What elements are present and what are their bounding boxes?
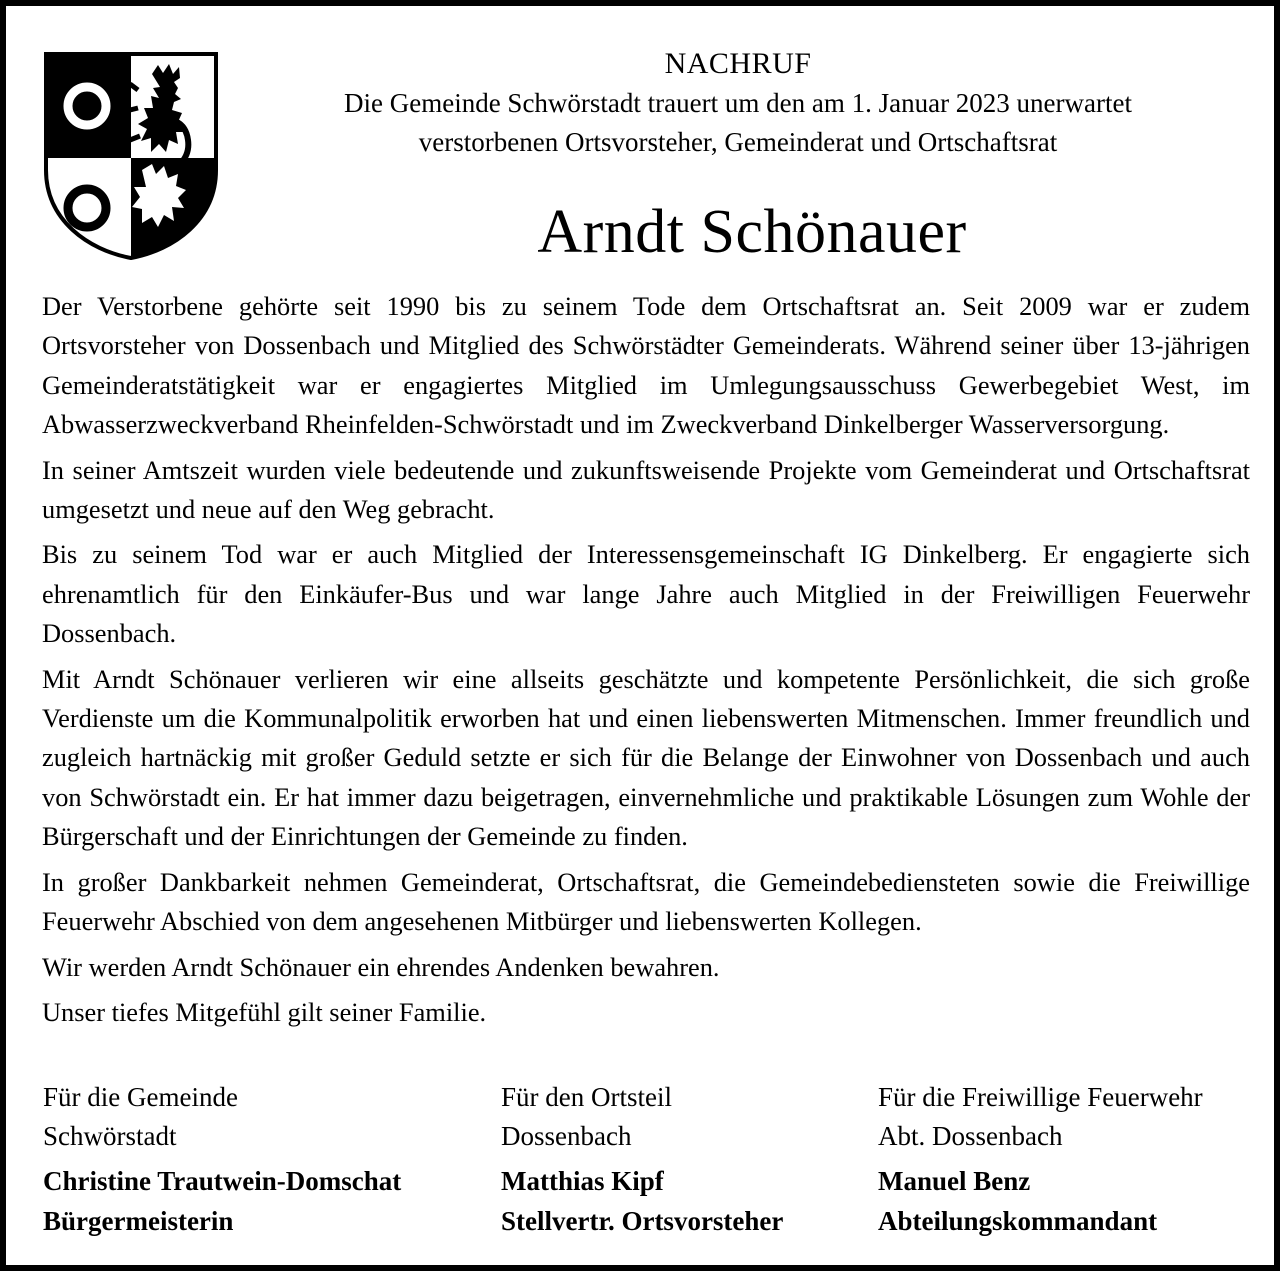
- signature-fire-brigade: [878, 1078, 1203, 1241]
- signature-org-line: Für die Freiwillige Feuerwehr: [878, 1082, 1203, 1112]
- coat-of-arms-icon: [42, 50, 220, 262]
- signatory-name: Manuel Benz: [878, 1166, 1031, 1196]
- notice-kicker: NACHRUF: [664, 47, 812, 80]
- signatory-role: Bürgermeisterin: [43, 1206, 234, 1236]
- notice-header: [238, 44, 1238, 162]
- paragraph-remembrance: Wir werden Arndt Schönauer ein ehrendes Andenken bewahren.: [42, 951, 720, 982]
- signatory-name: Christine Trautwein-Domschat: [43, 1166, 402, 1196]
- paragraph-gratitude: In großer Dankbarkeit nehmen Gemeinderat, Ortschaftsrat, die Gemeindebediensteten sowie die Freiwillige Feuerwehr Abschied von dem angesehenen Mitbürger und liebenswerten Kollegen.: [42, 866, 1250, 937]
- intro-line-1: Die Gemeinde Schwörstadt trauert um den am 1. Januar 2023 unerwartet: [344, 88, 1132, 118]
- signature-block: [6, 1078, 1280, 1248]
- signature-org-line: Schwörstadt: [43, 1121, 177, 1151]
- signatory-role: Abteilungskommandant: [878, 1206, 1158, 1236]
- obituary-body: [42, 287, 1250, 1032]
- paragraph-memberships: Bis zu seinem Tod war er auch Mitglied der Interessensgemeinschaft IG Dinkelberg. Er engagierte sich ehrenamtlich für den Einkäufer-Bus und war lange Jahre auch Mitglied in der Freiwilligen Feuerwehr Dossenbach.: [42, 539, 1250, 649]
- paragraph-condolence: Unser tiefes Mitgefühl gilt seiner Familie.: [42, 996, 487, 1027]
- signature-org-line: Für die Gemeinde: [43, 1082, 238, 1112]
- deceased-name: Arndt Schönauer: [537, 198, 967, 266]
- intro-line-2: verstorbenen Ortsvorsteher, Gemeinderat und Ortschaftsrat: [418, 127, 1058, 157]
- signature-org-line: Für den Ortsteil: [501, 1082, 672, 1112]
- paragraph-term: In seiner Amtszeit wurden viele bedeutende und zukunftsweisende Projekte vom Gemeinderat und Ortschaftsrat umgesetzt und neue auf den Weg gebracht.: [42, 454, 1250, 525]
- signature-org-line: Dossenbach: [501, 1121, 632, 1151]
- paragraph-tribute: Mit Arndt Schönauer verlieren wir eine allseits geschätzte und kompetente Persönlichkeit, die sich große Verdienste um die Kommunalpolitik erworben hat und einen liebenswerten Mitmenschen. Immer freundlich und zugleich hartnäckig mit großer Geduld setzte er sich für die Belange der Einwohner von Dossenbach und auch von Schwörstadt ein. Er hat immer dazu beigetragen, einvernehmliche und praktikable Lösungen zum Wohle der Bürgerschaft und der Einrichtungen der Gemeinde zu finden.: [42, 663, 1250, 852]
- signature-municipality: [43, 1078, 401, 1241]
- signature-org-line: Abt. Dossenbach: [878, 1121, 1063, 1151]
- signature-district: [501, 1078, 783, 1241]
- signatory-role: Stellvertr. Ortsvorsteher: [501, 1206, 784, 1236]
- paragraph-career: Der Verstorbene gehörte seit 1990 bis zu seinem Tode dem Ortschaftsrat an. Seit 2009 war er zudem Ortsvorsteher von Dossenbach und Mitglied des Schwörstädter Gemeinderats. Während seiner über 13-jährigen Gemeinderatstätigkeit war er engagiertes Mitglied im Umlegungsausschuss Gewerbegebiet West, im Abwasserzweckverband Rheinfelden-Schwörstadt und im Zweckverband Dinkelberger Wasserversorgung.: [42, 291, 1250, 440]
- signatory-name: Matthias Kipf: [501, 1166, 664, 1196]
